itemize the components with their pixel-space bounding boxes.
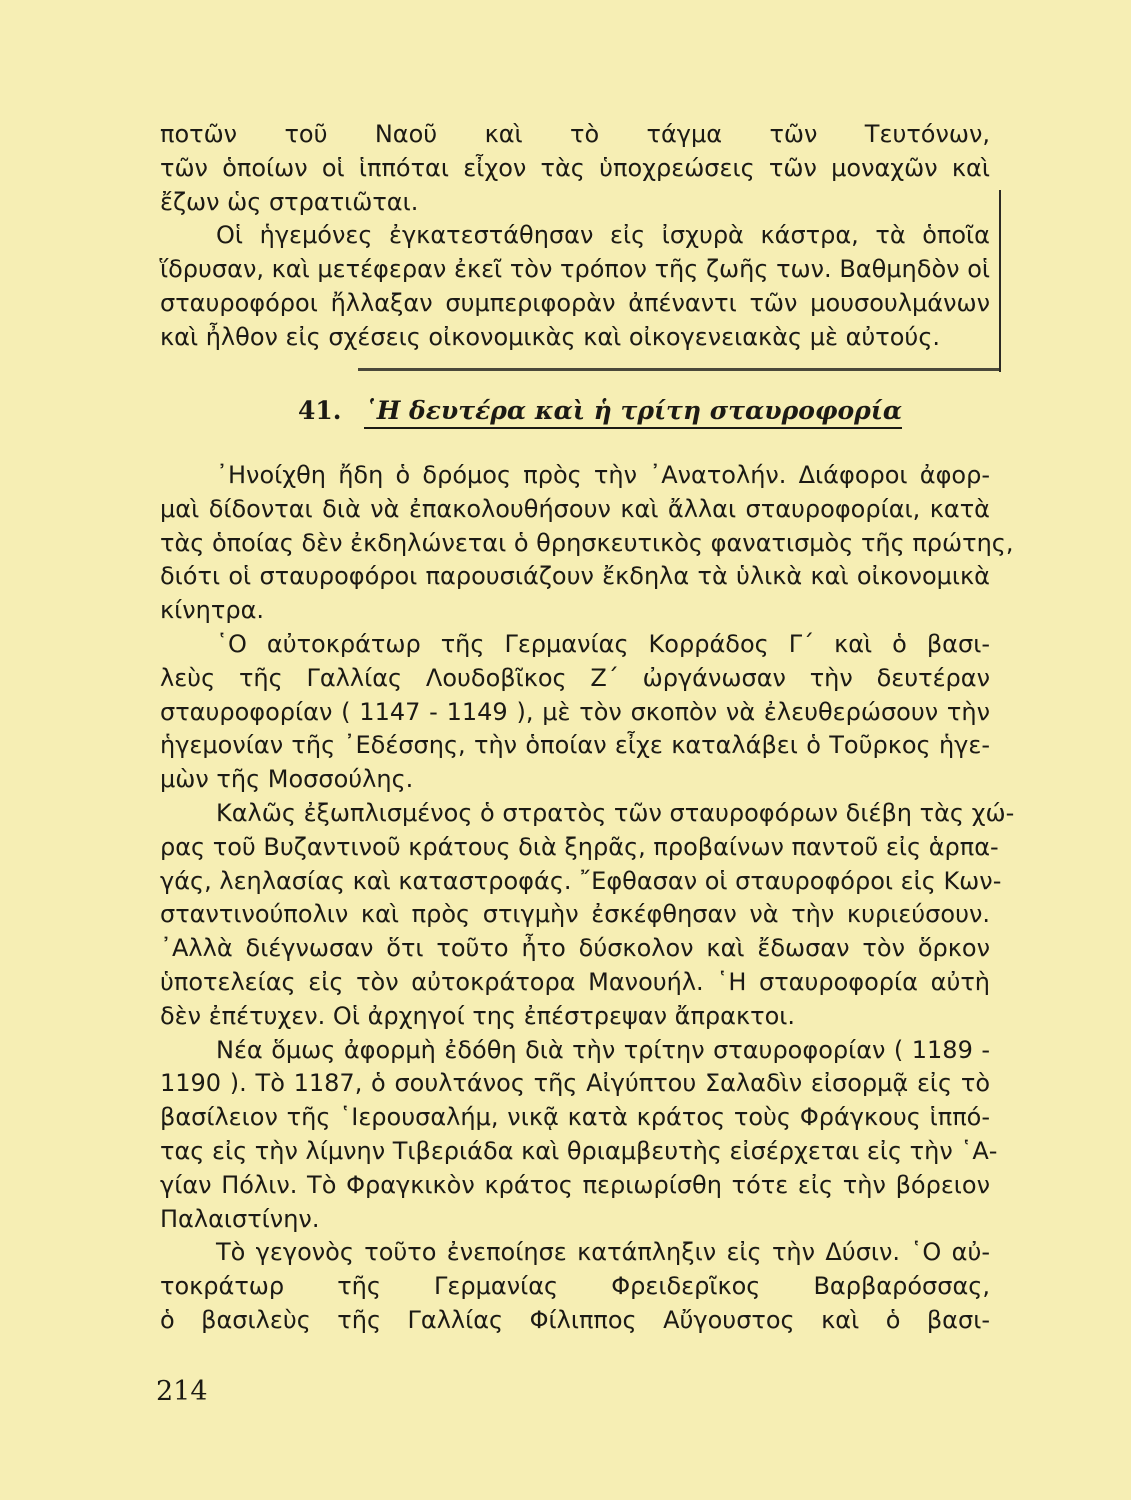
- intro-paragraphs: [160, 118, 990, 355]
- text-line: μὼν τῆς Μοσσούλης.: [160, 765, 414, 794]
- text-line: 1190 ). Τὸ 1187, ὁ σουλτάνος τῆς Αἰγύπτου Σαλαδὶν εἰσορμᾷ εἰς τὸ: [160, 1069, 990, 1098]
- text-line: σταντινούπολιν καὶ πρὸς στιγμὴν ἐσκέφθησαν νὰ τὴν κυριεύσουν.: [160, 900, 990, 929]
- text-line: ᾿Ηνοίχθη ἤδη ὁ δρόμος πρὸς τὴν ᾿Ανατολήν. Διάφοροι ἀφορ-: [216, 461, 990, 489]
- text-line: μαὶ δίδονται διὰ νὰ ἐπακολουθήσουν καὶ ἄλλαι σταυροφορίαι, κατὰ: [160, 494, 990, 523]
- text-line: σταυροφορίαν ( 1147 - 1149 ), μὲ τὸν σκοπὸν νὰ ἐλευθερώσουν τὴν: [160, 697, 990, 726]
- text-line: τας εἰς τὴν λίμνην Τιβεριάδα καὶ θριαμβευτὴς εἰσέρχεται εἰς τὴν ῾Α-: [160, 1136, 998, 1165]
- text-line: τοκράτωρ τῆς Γερμανίας Φρειδερῖκος Βαρβαρόσσας,: [160, 1272, 990, 1301]
- text-line: ἔζων ὡς στρατιῶται.: [160, 187, 419, 216]
- text-line: ἵδρυσαν, καὶ μετέφεραν ἐκεῖ τὸν τρόπον τῆς ζωῆς των. Βαθμηδὸν οἱ: [160, 255, 990, 284]
- text-line: Τὸ γεγονὸς τοῦτο ἐνεποίησε κατάπληξιν εἰς τὴν Δύσιν. ῾Ο αὐ-: [216, 1238, 990, 1267]
- text-line: Οἱ ἡγεμόνες ἐγκατεστάθησαν εἰς ἰσχυρὰ κάστρα, τὰ ὁποῖα: [216, 221, 990, 250]
- section-heading: [298, 396, 902, 425]
- text-line: Παλαιστίνην.: [160, 1204, 320, 1233]
- text-line: κίνητρα.: [160, 596, 265, 625]
- body-paragraphs: [160, 459, 1015, 1338]
- text-line: ῾Ο αὐτοκράτωρ τῆς Γερμανίας Κορράδος Γ΄ καὶ ὁ βασι-: [216, 629, 990, 658]
- text-line: ρας τοῦ Βυζαντινοῦ κράτους διὰ ξηρᾶς, προβαίνων παντοῦ εἰς ἁρπα-: [160, 832, 999, 861]
- text-line: τὰς ὁποίας δὲν ἐκδηλώνεται ὁ θρησκευτικὸς φανατισμὸς τῆς πρώτης,: [160, 528, 1014, 557]
- text-line: γίαν Πόλιν. Τὸ Φραγκικὸν κράτος περιωρίσθη τότε εἰς τὴν βόρειον: [160, 1170, 990, 1199]
- text-line: ᾿Αλλὰ διέγνωσαν ὅτι τοῦτο ἦτο δύσκολον καὶ ἔδωσαν τὸν ὅρκον: [160, 934, 990, 963]
- text-line: γάς, λεηλασίας καὶ καταστροφάς. ῎Εφθασαν οἱ σταυροφόροι εἰς Κων-: [160, 866, 1002, 895]
- text-line: Καλῶς ἐξωπλισμένος ὁ στρατὸς τῶν σταυροφόρων διέβη τὰς χώ-: [216, 798, 1015, 827]
- text-line: βασίλειον τῆς ῾Ιερουσαλήμ, νικᾷ κατὰ κράτος τοὺς Φράγκους ἱππό-: [160, 1103, 990, 1132]
- margin-rule-horizontal: [358, 368, 1001, 371]
- margin-rule-vertical: [999, 190, 1001, 372]
- text-line: διότι οἱ σταυροφόροι παρουσιάζουν ἔκδηλα τὰ ὑλικὰ καὶ οἰκονομικὰ: [160, 562, 990, 591]
- text-line: Νέα ὅμως ἀφορμὴ ἐδόθη διὰ τὴν τρίτην σταυροφορίαν ( 1189 -: [216, 1035, 990, 1064]
- text-line: τῶν ὁποίων οἱ ἱππόται εἶχον τὰς ὑποχρεώσεις τῶν μοναχῶν καὶ: [160, 153, 990, 182]
- text-line: ὑποτελείας εἰς τὸν αὐτοκράτορα Μανουήλ. ῾Η σταυροφορία αὐτὴ: [160, 967, 990, 996]
- text-line: ὁ βασιλεὺς τῆς Γαλλίας Φίλιππος Αὔγουστος καὶ ὁ βασι-: [160, 1305, 990, 1334]
- page-number: 214: [156, 1376, 208, 1407]
- text-line: σταυροφόροι ἤλλαξαν συμπεριφορὰν ἀπέναντι τῶν μουσουλμάνων: [160, 288, 990, 317]
- text-line: δὲν ἐπέτυχεν. Οἱ ἀρχηγοί της ἐπέστρεψαν ἄπρακτοι.: [160, 1001, 796, 1030]
- section-number: 41.: [298, 396, 342, 425]
- text-line: λεὺς τῆς Γαλλίας Λουδοβῖκος Ζ΄ ὠργάνωσαν τὴν δευτέραν: [160, 663, 990, 692]
- section-title: ῾Η δευτέρα καὶ ἡ τρίτη σταυροφορία: [364, 396, 902, 429]
- text-line: ἡγεμονίαν τῆς ᾿Εδέσσης, τὴν ὁποίαν εἶχε καταλάβει ὁ Τοῦρκος ἡγε-: [160, 731, 990, 760]
- text-line: ποτῶν τοῦ Ναοῦ καὶ τὸ τάγμα τῶν Τευτόνων,: [160, 120, 990, 148]
- text-line: καὶ ἦλθον εἰς σχέσεις οἰκονομικὰς καὶ οἰκογενειακὰς μὲ αὐτούς.: [160, 322, 941, 351]
